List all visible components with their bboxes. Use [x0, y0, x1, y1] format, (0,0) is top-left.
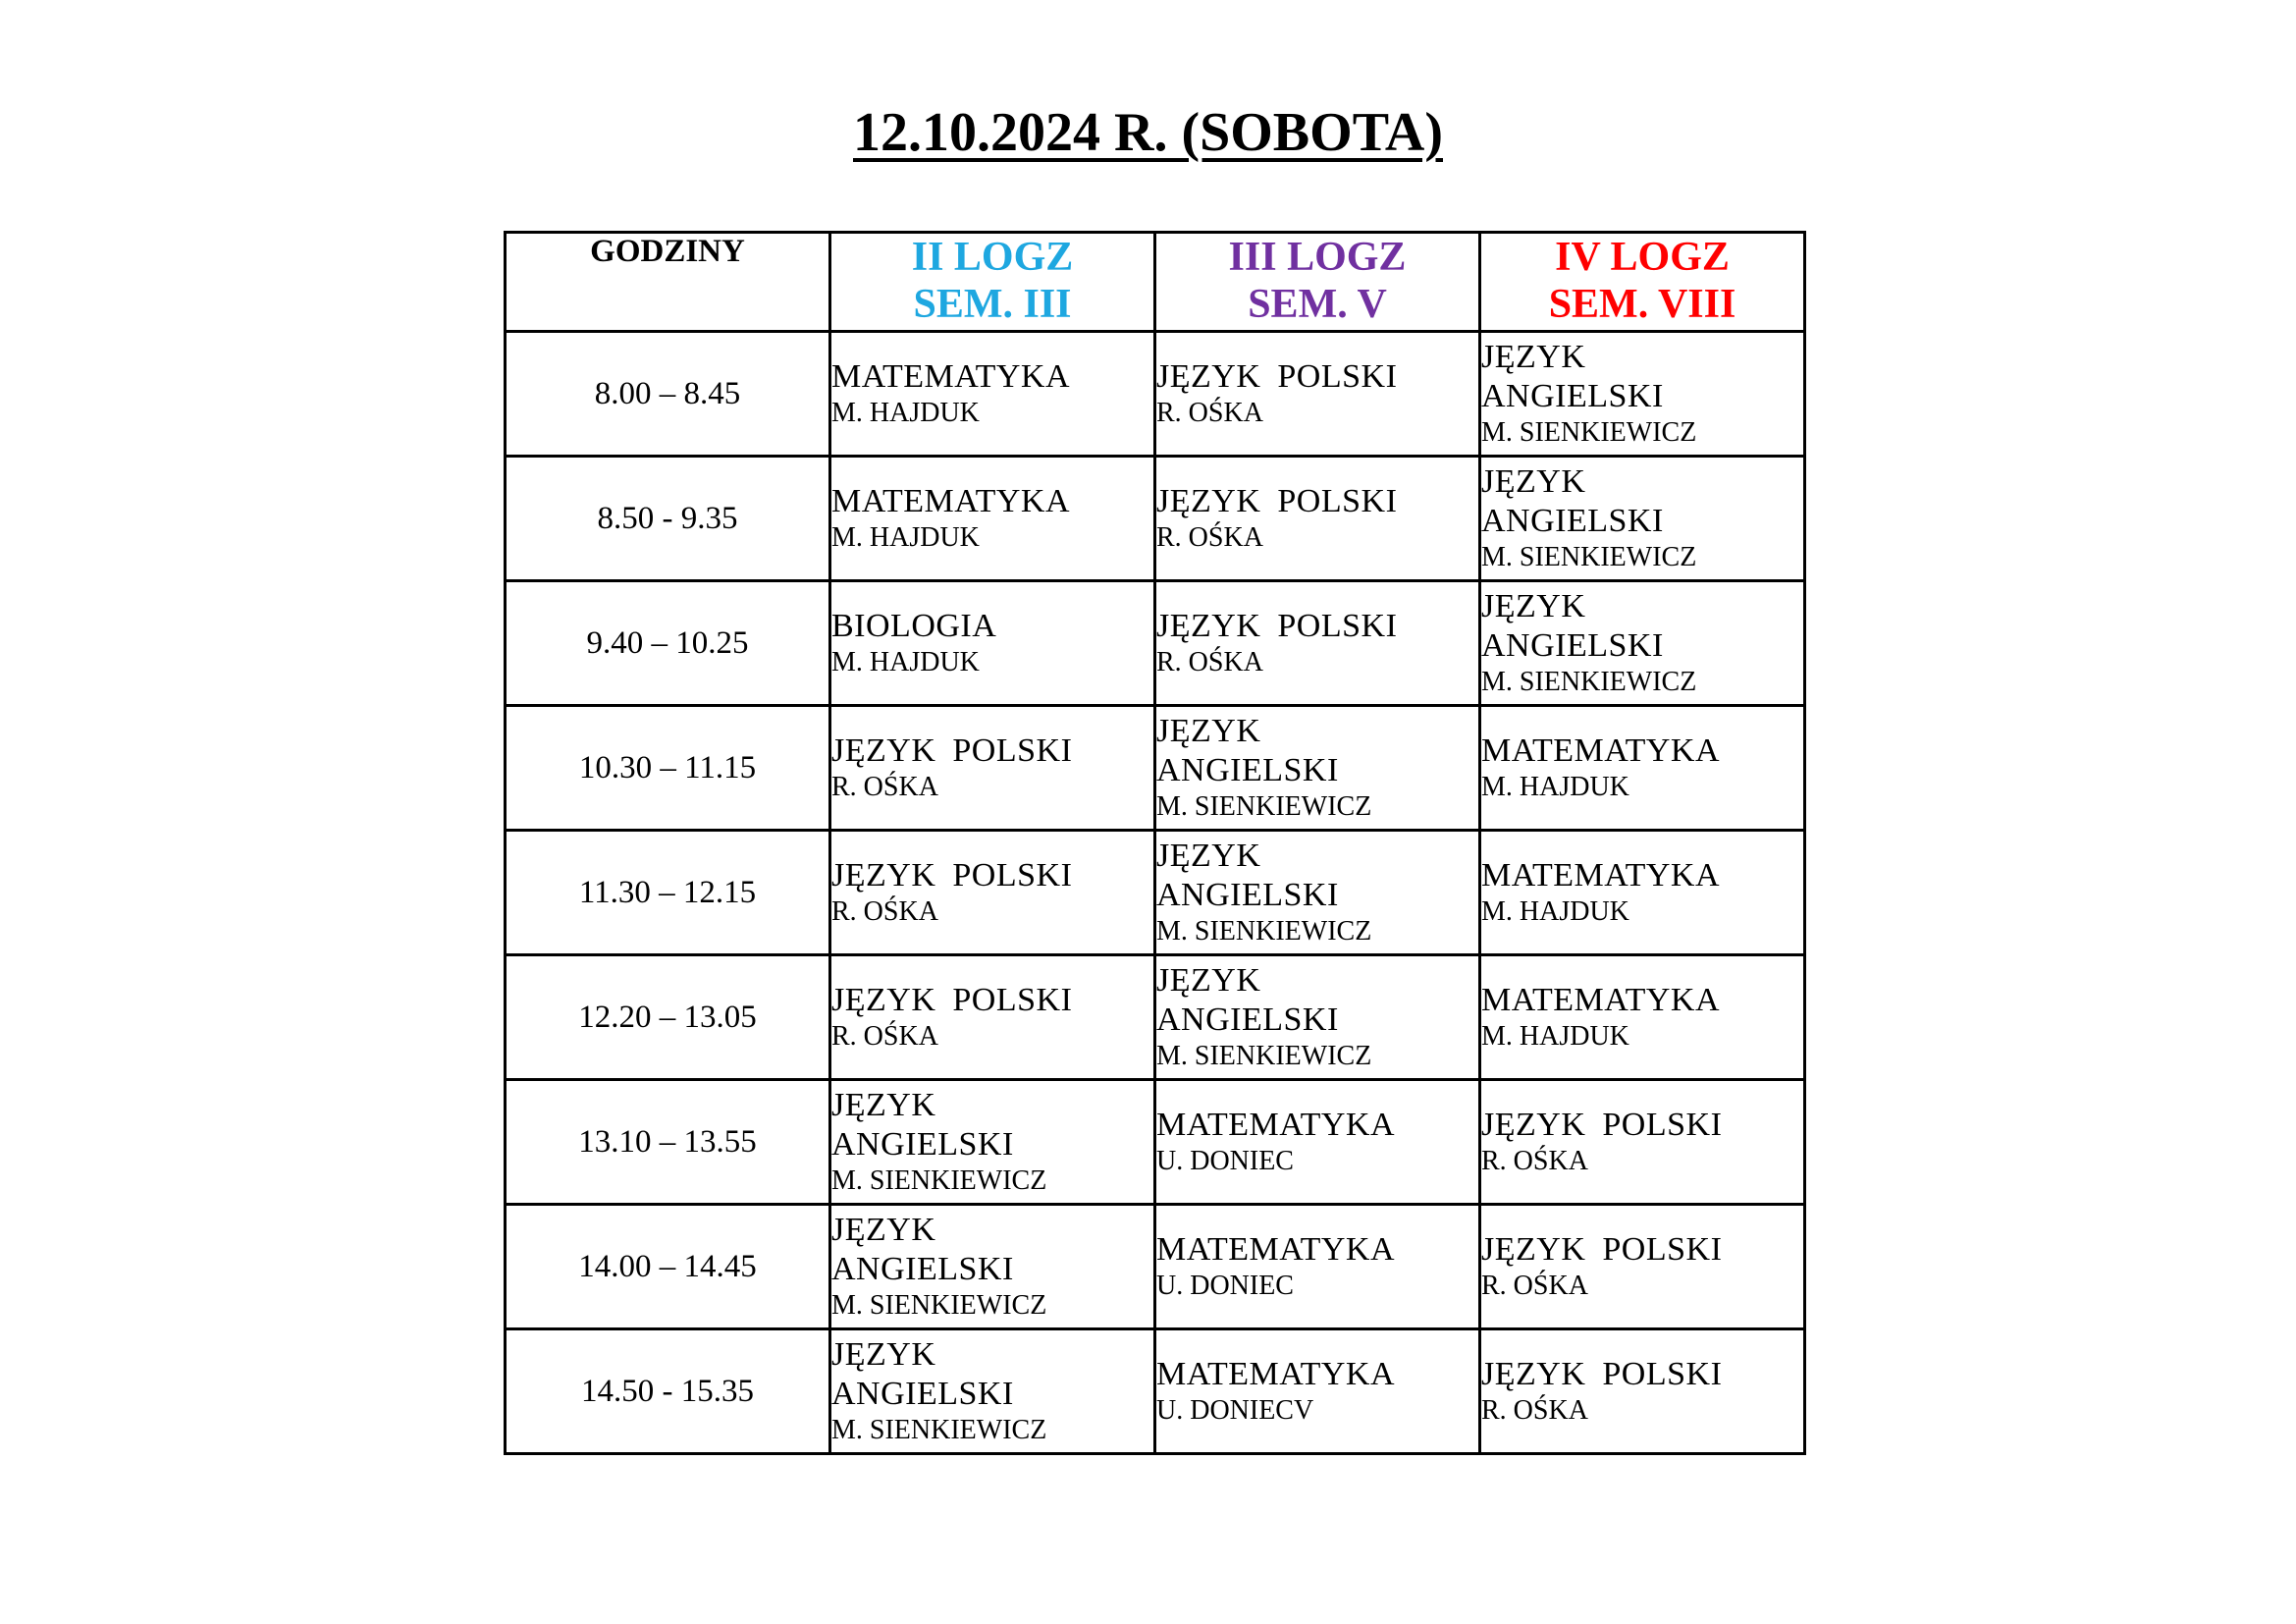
table-row [506, 581, 1805, 706]
lesson-cell [1480, 955, 1805, 1080]
subject-name: JĘZYK POLSKI [1156, 358, 1398, 395]
subject-name: MATEMATYKA [1156, 1356, 1395, 1392]
subject-name: JĘZYK POLSKI [1481, 1231, 1723, 1268]
time-cell: 14.00 – 14.45 [506, 1205, 830, 1329]
subject-name: MATEMATYKA [831, 358, 1070, 395]
lesson-cell [1480, 1080, 1805, 1205]
subject-name: MATEMATYKA [1156, 1107, 1395, 1143]
subject-name: MATEMATYKA [1156, 1231, 1395, 1268]
lesson-cell [1155, 1205, 1480, 1329]
lesson-cell [1480, 831, 1805, 955]
table-row [506, 831, 1805, 955]
table-row [506, 1080, 1805, 1205]
page-title [0, 98, 2296, 167]
time-cell: 8.00 – 8.45 [506, 332, 830, 457]
table-row [506, 706, 1805, 831]
lesson-cell [1155, 332, 1480, 457]
table-row [506, 955, 1805, 1080]
subject-name: MATEMATYKA [831, 483, 1070, 519]
group-name: II LOGZ [911, 235, 1074, 280]
teacher-name: M. HAJDUK [831, 398, 980, 428]
lesson-cell [1155, 955, 1480, 1080]
subject-name: MATEMATYKA [1481, 857, 1720, 893]
lesson-cell [830, 706, 1155, 831]
subject-name: JĘZYK ANGIELSKI [831, 1087, 1014, 1163]
lesson-cell [830, 457, 1155, 581]
lesson-cell [1480, 457, 1805, 581]
time-cell: 12.20 – 13.05 [506, 955, 830, 1080]
teacher-name: U. DONIECV [1156, 1395, 1314, 1426]
time-cell: 14.50 - 15.35 [506, 1329, 830, 1454]
subject-name: JĘZYK POLSKI [1156, 483, 1398, 519]
teacher-name: U. DONIEC [1156, 1146, 1294, 1176]
subject-name: MATEMATYKA [1481, 982, 1720, 1018]
subject-name: JĘZYK ANGIELSKI [1481, 463, 1664, 539]
teacher-name: M. SIENKIEWICZ [1156, 1041, 1372, 1071]
group-name: IV LOGZ [1555, 235, 1730, 280]
schedule-body [506, 332, 1805, 1454]
table-row [506, 457, 1805, 581]
lesson-cell [1480, 706, 1805, 831]
subject-name: JĘZYK ANGIELSKI [1481, 339, 1664, 414]
lesson-cell [1480, 1329, 1805, 1454]
group-semester: SEM. V [1248, 282, 1387, 327]
subject-name: JĘZYK ANGIELSKI [1481, 588, 1664, 664]
subject-name: BIOLOGIA [831, 608, 997, 644]
lesson-cell [1155, 706, 1480, 831]
group-header [1480, 233, 1805, 332]
time-cell: 9.40 – 10.25 [506, 581, 830, 706]
subject-name: JĘZYK ANGIELSKI [1156, 838, 1339, 913]
subject-name: JĘZYK ANGIELSKI [831, 1336, 1014, 1412]
time-cell: 13.10 – 13.55 [506, 1080, 830, 1205]
teacher-name: R. OŚKA [831, 772, 938, 802]
lesson-cell [1155, 1329, 1480, 1454]
lesson-cell [830, 581, 1155, 706]
time-cell: 8.50 - 9.35 [506, 457, 830, 581]
time-column-header: GODZINY [506, 233, 830, 332]
teacher-name: U. DONIEC [1156, 1271, 1294, 1301]
group-header [1155, 233, 1480, 332]
teacher-name: M. HAJDUK [831, 647, 980, 677]
teacher-name: M. SIENKIEWICZ [831, 1415, 1047, 1445]
teacher-name: R. OŚKA [1481, 1271, 1588, 1301]
teacher-name: M. HAJDUK [1481, 1021, 1629, 1052]
teacher-name: M. SIENKIEWICZ [831, 1290, 1047, 1321]
lesson-cell [1155, 1080, 1480, 1205]
subject-name: JĘZYK POLSKI [831, 982, 1073, 1018]
teacher-name: M. SIENKIEWICZ [1481, 417, 1697, 448]
teacher-name: R. OŚKA [1481, 1146, 1588, 1176]
time-cell: 10.30 – 11.15 [506, 706, 830, 831]
lesson-cell [1155, 581, 1480, 706]
subject-name: JĘZYK POLSKI [1156, 608, 1398, 644]
subject-name: JĘZYK ANGIELSKI [1156, 713, 1339, 788]
lesson-cell [1480, 581, 1805, 706]
subject-name: JĘZYK POLSKI [1481, 1356, 1723, 1392]
page-title-text: 12.10.2024 R. (SOBOTA) [853, 102, 1443, 163]
teacher-name: M. SIENKIEWICZ [831, 1165, 1047, 1196]
subject-name: JĘZYK POLSKI [1481, 1107, 1723, 1143]
teacher-name: M. HAJDUK [831, 522, 980, 553]
teacher-name: M. HAJDUK [1481, 772, 1629, 802]
lesson-cell [830, 1329, 1155, 1454]
teacher-name: R. OŚKA [1156, 398, 1263, 428]
lesson-cell [1480, 332, 1805, 457]
teacher-name: R. OŚKA [1156, 522, 1263, 553]
lesson-cell [830, 332, 1155, 457]
teacher-name: M. SIENKIEWICZ [1481, 542, 1697, 572]
lesson-cell [1155, 457, 1480, 581]
table-row [506, 332, 1805, 457]
table-row [506, 1329, 1805, 1454]
time-cell: 11.30 – 12.15 [506, 831, 830, 955]
teacher-name: R. OŚKA [1156, 647, 1263, 677]
lesson-cell [830, 831, 1155, 955]
subject-name: MATEMATYKA [1481, 732, 1720, 769]
teacher-name: M. SIENKIEWICZ [1156, 916, 1372, 947]
subject-name: JĘZYK ANGIELSKI [1156, 962, 1339, 1038]
teacher-name: M. HAJDUK [1481, 896, 1629, 927]
group-header [830, 233, 1155, 332]
teacher-name: R. OŚKA [1481, 1395, 1588, 1426]
group-semester: SEM. VIII [1548, 282, 1736, 327]
subject-name: JĘZYK POLSKI [831, 857, 1073, 893]
lesson-cell [830, 1205, 1155, 1329]
teacher-name: R. OŚKA [831, 896, 938, 927]
lesson-cell [830, 955, 1155, 1080]
lesson-cell [1480, 1205, 1805, 1329]
schedule-table [504, 231, 1806, 1455]
teacher-name: R. OŚKA [831, 1021, 938, 1052]
subject-name: JĘZYK ANGIELSKI [831, 1212, 1014, 1287]
lesson-cell [1155, 831, 1480, 955]
table-row [506, 1205, 1805, 1329]
teacher-name: M. SIENKIEWICZ [1156, 791, 1372, 822]
group-semester: SEM. III [913, 282, 1072, 327]
group-name: III LOGZ [1228, 235, 1407, 280]
subject-name: JĘZYK POLSKI [831, 732, 1073, 769]
header-row [506, 233, 1805, 332]
teacher-name: M. SIENKIEWICZ [1481, 667, 1697, 697]
lesson-cell [830, 1080, 1155, 1205]
